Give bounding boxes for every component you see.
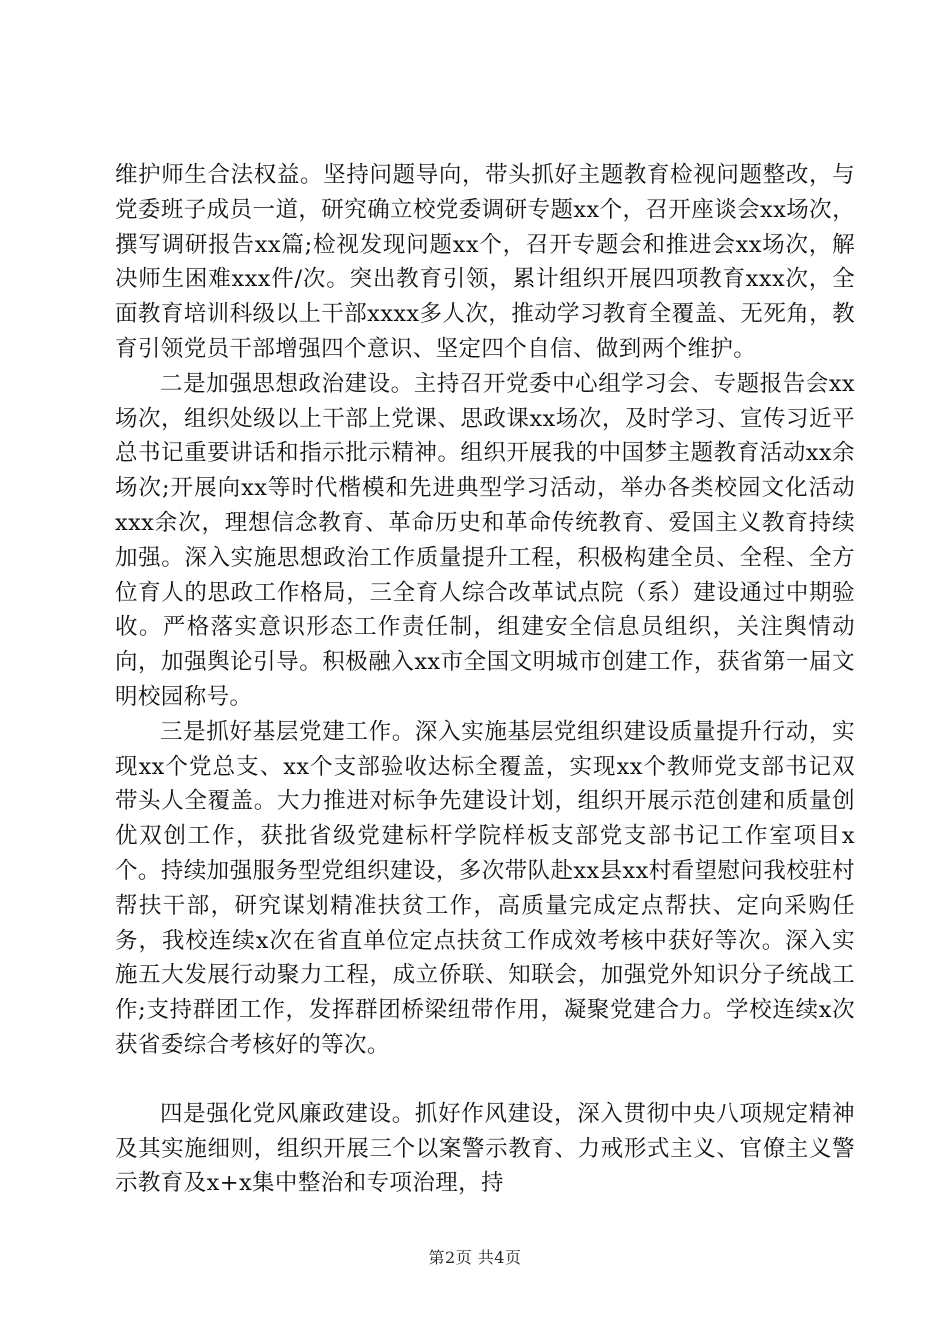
paragraph-clean-governance: 四是强化党风廉政建设。抓好作风建设，深入贯彻中央八项规定精神及其实施细则，组织开展三个以案警示教育、力戒形式主义、官僚主义警示教育及x+x集中整治和专项治理，持 [115, 1100, 855, 1197]
document-body [115, 158, 855, 1201]
paragraph-grassroots-party-building: 三是抓好基层党建工作。深入实施基层党组织建设质量提升行动，实现xx个党总支、xx个支部验收达标全覆盖，实现xx个教师党支部书记双带头人全覆盖。大力推进对标争先建设计划，组织开展示范创建和质量创优双创工作，获批省级党建标杆学院样板支部党支部书记工作室项目x个。持续加强服务型党组织建设，多次带队赴xx县xx村看望慰问我校驻村帮扶干部，研究谋划精准扶贫工作，高质量完成定点帮扶、定向采购任务，我校连续x次在省直单位定点扶贫工作成效考核中获好等次。深入实施五大发展行动聚力工程，成立侨联、知联会，加强党外知识分子统战工作;支持群团工作，发挥群团桥梁纽带作用，凝聚党建合力。学校连续x次获省委综合考核好的等次。 [115, 718, 855, 1058]
paragraph-continued: 维护师生合法权益。坚持问题导向，带头抓好主题教育检视问题整改，与党委班子成员一道，研究确立校党委调研专题xx个，召开座谈会xx场次，撰写调研报告xx篇;检视发现问题xx个，召开专题会和推进会xx场次，解决师生困难xxx件/次。突出教育引领，累计组织开展四项教育xxx次，全面教育培训科级以上干部xxxx多人次，推动学习教育全覆盖、无死角，教育引领党员干部增强四个意识、坚定四个自信、做到两个维护。 [115, 162, 855, 362]
paragraph-ideological-building: 二是加强思想政治建设。主持召开党委中心组学习会、专题报告会xx场次，组织处级以上干部上党课、思政课xx场次，及时学习、宣传习近平总书记重要讲话和指示批示精神。组织开展我的中国梦主题教育活动xx余场次;开展向xx等时代楷模和先进典型学习活动，举办各类校园文化活动xxx余次，理想信念教育、革命历史和革命传统教育、爱国主义教育持续加强。深入实施思想政治工作质量提升工程，积极构建全员、全程、全方位育人的思政工作格局，三全育人综合改革试点院（系）建设通过中期验收。严格落实意识形态工作责任制，组建安全信息员组织，关注舆情动向，加强舆论引导。积极融入xx市全国文明城市创建工作，获省第一届文明校园称号。 [115, 370, 855, 710]
page-number-footer: 第2页 共4页 [428, 1248, 522, 1267]
